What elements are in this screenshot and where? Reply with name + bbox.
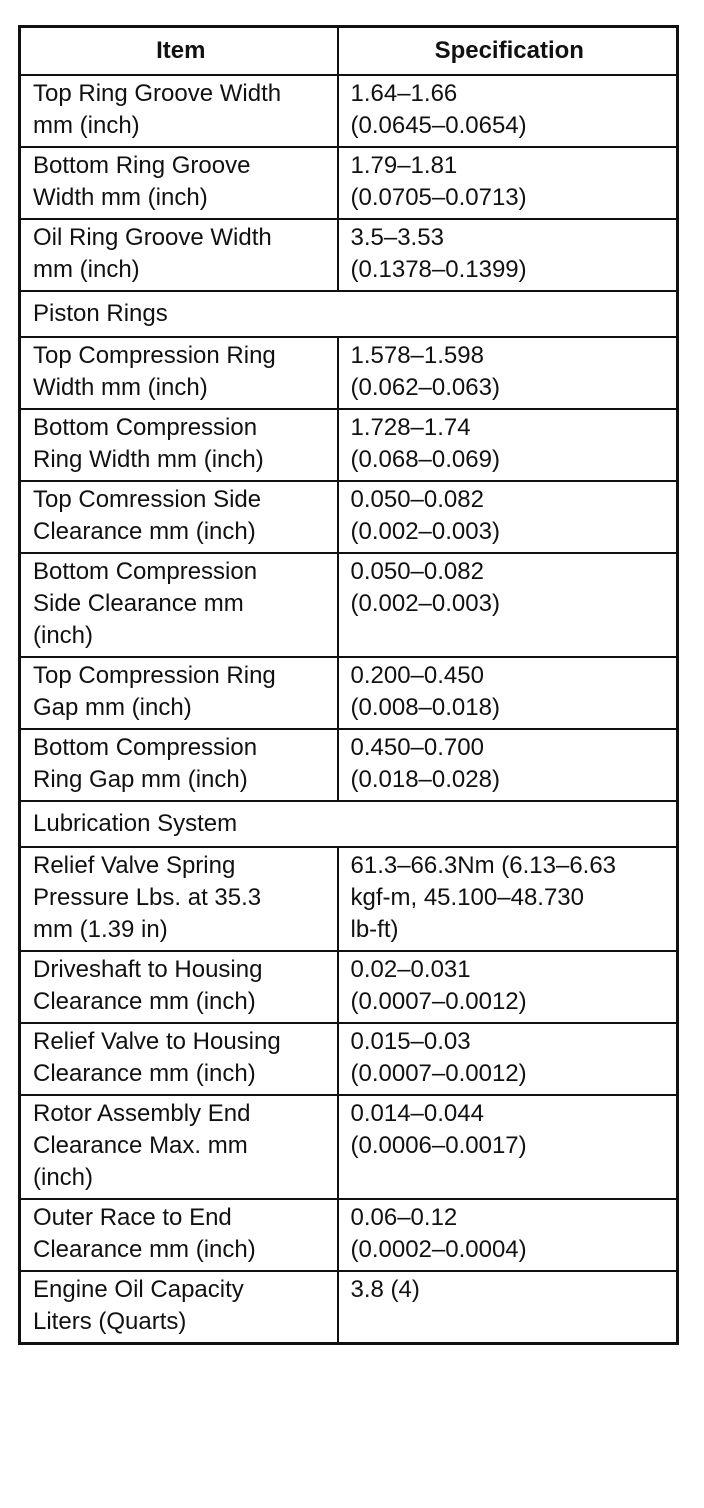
item-text-line: Engine Oil Capacity (33, 1276, 244, 1303)
specification-text-line: 3.5–3.53 (350, 224, 444, 251)
specification-cell (338, 847, 678, 951)
item-text-line: Clearance mm (inch) (33, 1060, 256, 1087)
table-row (20, 147, 678, 219)
specification-text-line: kgf-m, 45.100–48.730 (350, 884, 584, 911)
specification-text-line: 0.050–0.082 (350, 558, 484, 585)
item-text-line: Clearance mm (inch) (33, 1236, 256, 1263)
specification-text-line: (0.0645–0.0654) (350, 112, 527, 139)
item-text-line: Relief Valve to Housing (33, 1028, 281, 1055)
section-label: Piston Rings (20, 291, 678, 337)
specification-text-line: (0.0007–0.0012) (350, 988, 527, 1015)
specification-text-line: 0.450–0.700 (350, 734, 484, 761)
item-text-line: Rotor Assembly End (33, 1100, 251, 1127)
table-row (20, 1023, 678, 1095)
table-row (20, 409, 678, 481)
item-cell (20, 847, 338, 951)
specification-cell (338, 219, 678, 291)
item-text-line: Width mm (inch) (33, 184, 208, 211)
table-body (20, 75, 678, 1344)
item-cell (20, 219, 338, 291)
specification-text-line: 61.3–66.3Nm (6.13–6.63 (350, 852, 617, 879)
specification-text-line: (0.1378–0.1399) (350, 256, 527, 283)
table-row (20, 1271, 678, 1344)
item-cell (20, 75, 338, 147)
header-specification: Specification (338, 27, 678, 76)
specification-text-line: 1.79–1.81 (350, 152, 458, 179)
specification-text-line: 1.728–1.74 (350, 414, 471, 441)
specification-cell (338, 1271, 678, 1344)
item-cell (20, 1271, 338, 1344)
section-row (20, 291, 678, 337)
specification-text-line: (0.0006–0.0017) (350, 1132, 527, 1159)
item-text-line: Top Compression Ring (33, 662, 276, 689)
item-cell (20, 147, 338, 219)
item-cell (20, 1199, 338, 1271)
section-row (20, 801, 678, 847)
item-text-line: mm (1.39 in) (33, 916, 168, 943)
specification-cell (338, 553, 678, 657)
specification-text-line: 0.200–0.450 (350, 662, 484, 689)
item-cell (20, 409, 338, 481)
item-text-line: Outer Race to End (33, 1204, 232, 1231)
specification-cell (338, 729, 678, 801)
specification-text-line: 1.64–1.66 (350, 80, 458, 107)
item-text-line: Driveshaft to Housing (33, 956, 263, 983)
item-cell (20, 337, 338, 409)
item-cell (20, 1023, 338, 1095)
item-text-line: Side Clearance mm (33, 590, 244, 617)
item-text-line: Gap mm (inch) (33, 694, 192, 721)
table-row (20, 1095, 678, 1199)
item-cell (20, 729, 338, 801)
table-row (20, 553, 678, 657)
item-text-line: Oil Ring Groove Width (33, 224, 272, 251)
table-row (20, 337, 678, 409)
item-text-line: Top Compression Ring (33, 342, 276, 369)
specification-text-line: 0.06–0.12 (350, 1204, 458, 1231)
specification-text-line: (0.068–0.069) (350, 446, 500, 473)
table-row (20, 219, 678, 291)
specification-cell (338, 481, 678, 553)
item-text-line: Liters (Quarts) (33, 1308, 187, 1335)
item-text-line: Bottom Ring Groove (33, 152, 251, 179)
table-row (20, 951, 678, 1023)
specification-cell (338, 1095, 678, 1199)
item-text-line: (inch) (33, 622, 94, 649)
item-cell (20, 1095, 338, 1199)
table-row (20, 481, 678, 553)
item-text-line: Clearance mm (inch) (33, 988, 256, 1015)
specification-text-line: (0.002–0.003) (350, 518, 500, 545)
specification-text-line: (0.008–0.018) (350, 694, 500, 721)
specification-text-line: (0.018–0.028) (350, 766, 500, 793)
item-text-line: Bottom Compression (33, 734, 258, 761)
specification-text-line: (0.0705–0.0713) (350, 184, 527, 211)
specification-text-line: 0.015–0.03 (350, 1028, 471, 1055)
item-text-line: Ring Width mm (inch) (33, 446, 264, 473)
item-cell (20, 553, 338, 657)
specification-cell (338, 409, 678, 481)
item-text-line: Clearance Max. mm (33, 1132, 248, 1159)
specification-text-line: 1.578–1.598 (350, 342, 484, 369)
specification-cell (338, 657, 678, 729)
header-item: Item (20, 27, 338, 76)
item-text-line: mm (inch) (33, 256, 140, 283)
specification-cell (338, 75, 678, 147)
item-cell (20, 657, 338, 729)
table-row (20, 657, 678, 729)
specification-cell (338, 1023, 678, 1095)
table-row (20, 1199, 678, 1271)
table-row (20, 75, 678, 147)
item-cell (20, 951, 338, 1023)
specification-text-line: 0.014–0.044 (350, 1100, 484, 1127)
specification-cell (338, 337, 678, 409)
item-text-line: Width mm (inch) (33, 374, 208, 401)
specification-text-line: 0.02–0.031 (350, 956, 471, 983)
item-text-line: Relief Valve Spring (33, 852, 236, 879)
specification-cell (338, 147, 678, 219)
section-label: Lubrication System (20, 801, 678, 847)
specification-cell (338, 1199, 678, 1271)
item-text-line: (inch) (33, 1164, 94, 1191)
specification-text-line: (0.0002–0.0004) (350, 1236, 527, 1263)
item-text-line: Ring Gap mm (inch) (33, 766, 248, 793)
item-text-line: Bottom Compression (33, 558, 258, 585)
item-text-line: Clearance mm (inch) (33, 518, 256, 545)
specification-cell (338, 951, 678, 1023)
specification-text-line: (0.0007–0.0012) (350, 1060, 527, 1087)
specification-text-line: 0.050–0.082 (350, 486, 484, 513)
table-row (20, 729, 678, 801)
specification-text-line: (0.062–0.063) (350, 374, 500, 401)
item-text-line: Top Comression Side (33, 486, 262, 513)
header-row (20, 27, 678, 76)
item-text-line: Top Ring Groove Width (33, 80, 282, 107)
item-cell (20, 481, 338, 553)
specification-text-line: 3.8 (4) (350, 1276, 420, 1303)
specification-text-line: lb-ft) (350, 916, 399, 943)
table-row (20, 847, 678, 951)
item-text-line: Pressure Lbs. at 35.3 (33, 884, 262, 911)
item-text-line: mm (inch) (33, 112, 140, 139)
specification-text-line: (0.002–0.003) (350, 590, 500, 617)
item-text-line: Bottom Compression (33, 414, 258, 441)
specification-table (18, 25, 679, 1345)
